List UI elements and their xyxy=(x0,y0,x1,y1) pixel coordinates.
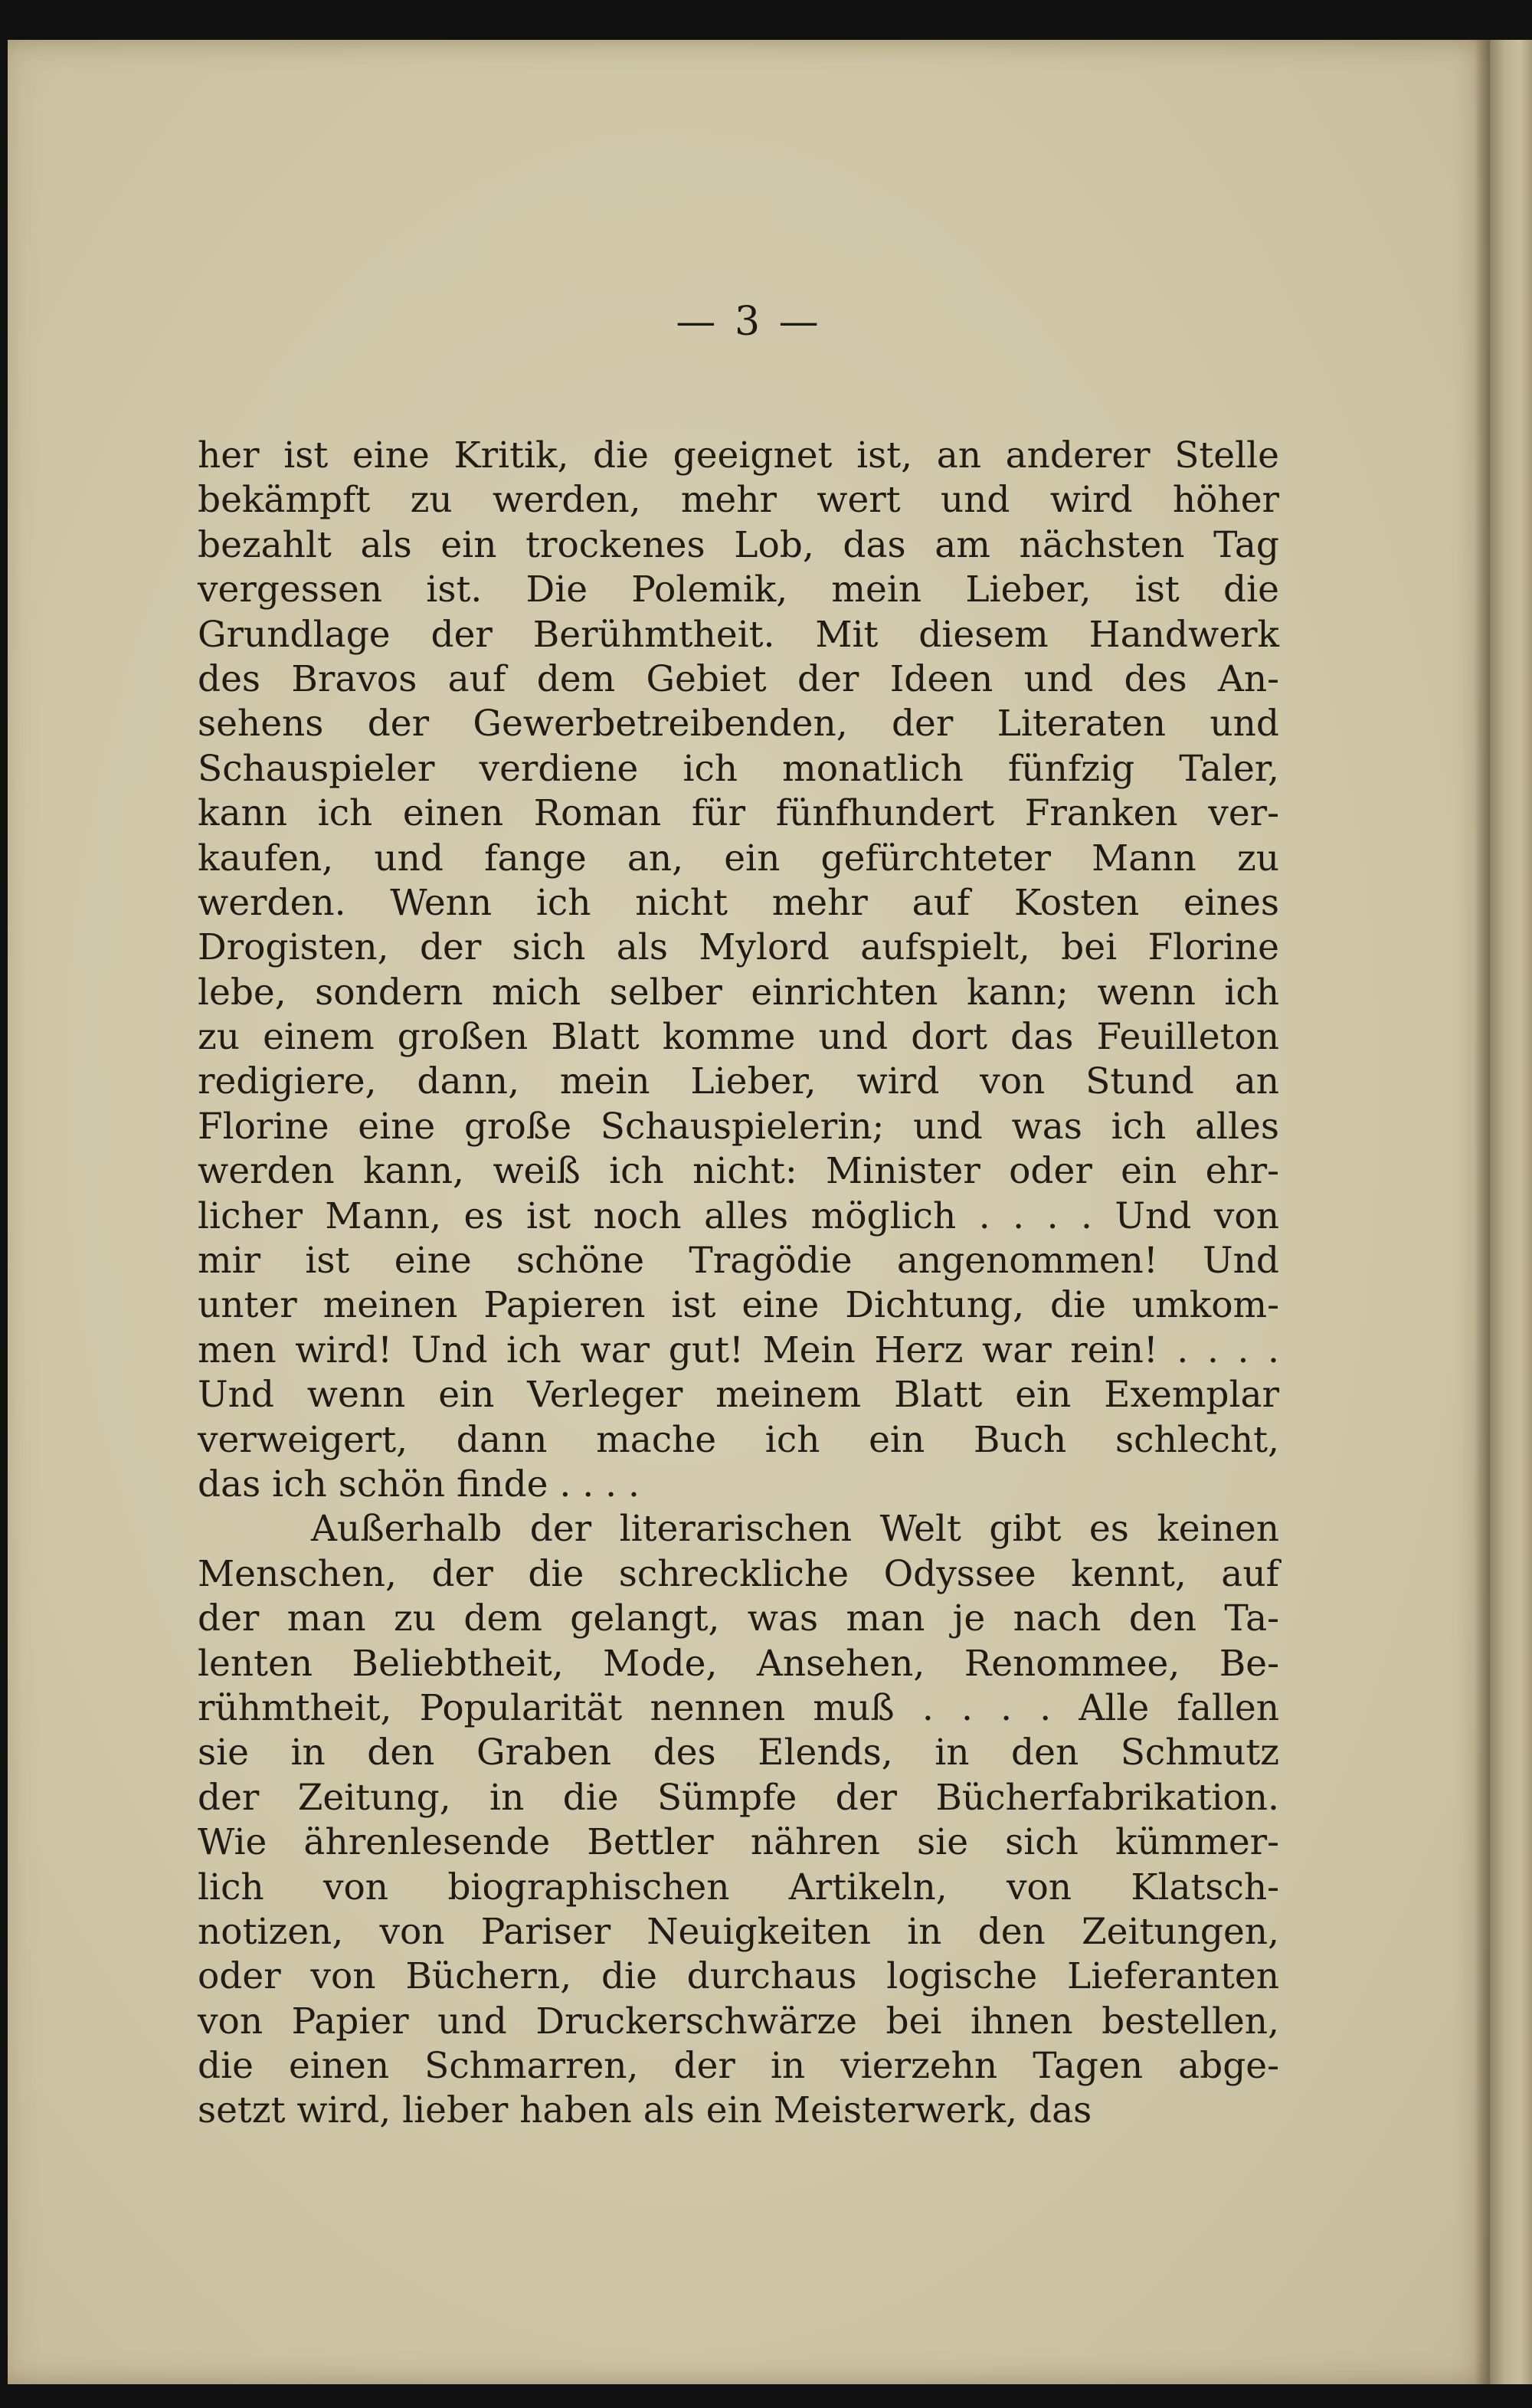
text-line: Wie ährenlesende Bettler nähren sie sich kümmer- xyxy=(198,1821,1279,1864)
text-line: bekämpft zu werden, mehr wert und wird höher xyxy=(198,479,1279,522)
text-line: mir ist eine schöne Tragödie angenommen! Und xyxy=(198,1240,1279,1283)
text-line: Grundlage der Berühmtheit. Mit diesem Handwerk xyxy=(198,613,1279,656)
text-line: kann ich einen Roman für fünfhundert Franken ver- xyxy=(198,792,1279,835)
paragraph xyxy=(198,1507,1279,2133)
text-line: her ist eine Kritik, die geeignet ist, an anderer Stelle xyxy=(198,434,1279,477)
body-text xyxy=(198,434,1279,2134)
text-line: werden. Wenn ich nicht mehr auf Kosten eines xyxy=(198,881,1279,924)
text-line: Schauspieler verdiene ich monatlich fünfzig Taler, xyxy=(198,747,1279,790)
paragraph xyxy=(198,434,1279,1507)
text-line: lebe, sondern mich selber einrichten kann; wenn ich xyxy=(198,971,1279,1014)
text-line: Drogisten, der sich als Mylord aufspielt, bei Florine xyxy=(198,926,1279,969)
text-line: werden kann, weiß ich nicht: Minister oder ein ehr- xyxy=(198,1150,1279,1193)
text-line: Florine eine große Schauspielerin; und was ich alles xyxy=(198,1105,1279,1148)
text-line: unter meinen Papieren ist eine Dichtung, die umkom- xyxy=(198,1284,1279,1327)
text-line: des Bravos auf dem Gebiet der Ideen und des An- xyxy=(198,657,1279,700)
text-line: lenten Beliebtheit, Mode, Ansehen, Renommee, Be- xyxy=(198,1642,1279,1685)
paper-sheet xyxy=(8,40,1490,2384)
text-line: zu einem großen Blatt komme und dort das Feuilleton xyxy=(198,1016,1279,1059)
text-line: Menschen, der die schreckliche Odyssee kennt, auf xyxy=(198,1552,1279,1595)
text-line: der Zeitung, in die Sümpfe der Bücherfabrikation. xyxy=(198,1776,1279,1819)
text-line: rühmtheit, Popularität nennen muß . . . . Alle fallen xyxy=(198,1686,1279,1729)
text-line: sehens der Gewerbetreibenden, der Literaten und xyxy=(198,703,1279,745)
text-line: sie in den Graben des Elends, in den Schmutz xyxy=(198,1731,1279,1774)
text-line: das ich schön finde . . . . xyxy=(198,1463,640,1505)
text-line: redigiere, dann, mein Lieber, wird von Stund an xyxy=(198,1060,1279,1103)
text-line: lich von biographischen Artikeln, von Klatsch- xyxy=(198,1866,1279,1908)
text-line: setzt wird, lieber haben als ein Meisterwerk, das xyxy=(198,2089,1092,2132)
text-line: oder von Büchern, die durchaus logische Lieferanten xyxy=(198,1955,1279,1998)
text-line: Und wenn ein Verleger meinem Blatt ein Exemplar xyxy=(198,1374,1279,1417)
text-line: bezahlt als ein trockenes Lob, das am nächsten Tag xyxy=(198,523,1279,566)
adjacent-page-edge xyxy=(1490,40,1532,2384)
text-line: der man zu dem gelangt, was man je nach den Ta- xyxy=(198,1597,1279,1640)
text-line: Außerhalb der literarischen Welt gibt es keinen xyxy=(311,1508,1279,1551)
text-line: men wird! Und ich war gut! Mein Herz war rein! . . . . xyxy=(198,1328,1279,1371)
text-line: verweigert, dann mache ich ein Buch schlecht, xyxy=(198,1418,1279,1461)
text-line: notizen, von Pariser Neuigkeiten in den Zeitungen, xyxy=(198,1910,1279,1953)
text-line: von Papier und Druckerschwärze bei ihnen bestellen, xyxy=(198,2000,1279,2043)
page-number: — 3 — xyxy=(676,299,822,345)
text-line: vergessen ist. Die Polemik, mein Lieber, ist die xyxy=(198,568,1279,611)
text-line: die einen Schmarren, der in vierzehn Tagen abge- xyxy=(198,2045,1279,2088)
text-line: licher Mann, es ist noch alles möglich . . . . Und von xyxy=(198,1194,1279,1237)
text-line: kaufen, und fange an, ein gefürchteter Mann zu xyxy=(198,837,1279,880)
